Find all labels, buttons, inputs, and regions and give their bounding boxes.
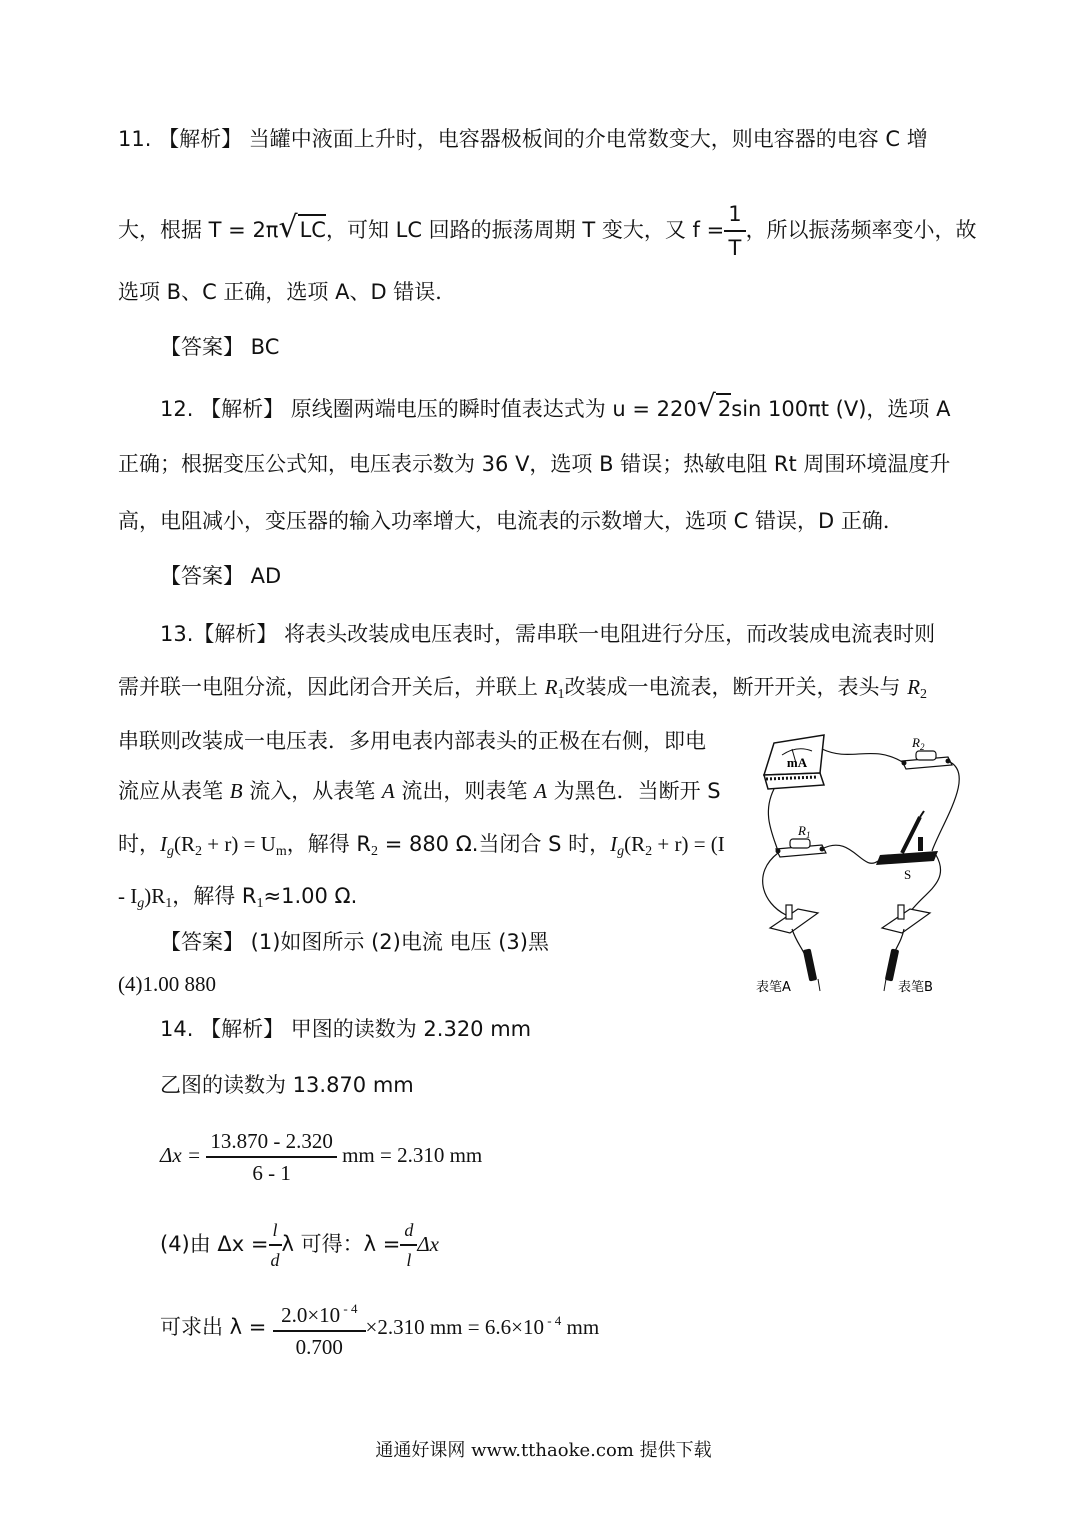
q13-line5-part3: + r) = U	[202, 832, 276, 856]
sqrt-sign: √	[696, 389, 716, 424]
probe-a-symbol: A	[534, 779, 547, 803]
resistor-r1-icon	[776, 839, 827, 857]
q14-formula3	[160, 1296, 599, 1360]
fraction-numerator: l	[269, 1218, 282, 1246]
q11-line2-part1: 大，根据 T = 2π	[118, 218, 279, 242]
circuit-figure	[752, 733, 977, 995]
subscript: g	[137, 896, 145, 911]
q13-line3: 串联则改装成一电压表．多用电表内部表头的正极在右侧，即电	[118, 729, 706, 753]
q11-line2	[118, 200, 977, 262]
milliammeter-icon	[764, 735, 824, 789]
q12-line1-part1: 12. 【解析】 原线圈两端电压的瞬时值表达式为 u = 220	[160, 397, 697, 421]
q11-sqrt-content: LC	[298, 214, 326, 244]
q11-line2-part2: ，可知 LC 回路的振荡周期 T 变大，又 f =	[325, 218, 725, 242]
r1-label: $R_1$	[798, 823, 811, 840]
q14-formula2	[160, 1218, 439, 1272]
fraction-denominator: T	[728, 236, 742, 260]
q11-line1: 11. 【解析】 当罐中液面上升时，电容器极板间的介电常数变大，则电容器的电容 C 增	[118, 127, 928, 151]
exponent: - 4	[543, 1313, 562, 1328]
q13-line2	[118, 673, 927, 709]
subscript: g	[167, 844, 174, 859]
r-symbol: R	[907, 675, 921, 699]
probe-b-label: 表笔B	[898, 980, 933, 995]
subscript: 1	[557, 687, 565, 702]
switch-label: S	[904, 867, 912, 882]
q13-line4-part3: 流出，则表笔	[394, 779, 535, 803]
fraction-denominator: d	[270, 1250, 280, 1270]
q13-line6-part3: ，解得 R	[172, 884, 257, 908]
q12-line1-part2: sin 100πt (V)，选项 A	[731, 397, 951, 421]
q13-line4-part1: 流应从表笔	[118, 779, 230, 803]
i-symbol: I	[610, 832, 618, 856]
switch-icon	[876, 811, 938, 865]
resistor-r2-icon	[902, 751, 953, 769]
subscript: m	[275, 844, 287, 859]
probe-a-icon	[803, 949, 817, 982]
q13-line4	[118, 777, 721, 805]
subscript: 2	[645, 844, 653, 859]
q13-line5-part1: 时，	[118, 832, 160, 856]
subscript: 2	[371, 844, 379, 859]
subscript: 1	[165, 896, 173, 911]
q14-line5-part1: 可求出 λ =	[160, 1315, 267, 1339]
q13-line5-part5: = 880 Ω.当闭合 S 时，	[378, 832, 611, 856]
q12-line1	[160, 389, 951, 424]
q14-line1: 14. 【解析】 甲图的读数为 2.320 mm	[160, 1017, 532, 1041]
r-symbol: R	[544, 675, 558, 699]
q11-answer: 【答案】 BC	[160, 335, 280, 359]
fraction-numerator	[273, 1296, 365, 1332]
q11-line2-part3: ，所以振荡频率变小，故	[745, 218, 977, 242]
fraction-numerator: 13.870 - 2.320	[206, 1128, 337, 1158]
q14-line5-part2: ×2.310 mm = 6.6×10	[365, 1315, 544, 1339]
subscript: 1	[256, 896, 264, 911]
probe-a-symbol: A	[381, 779, 395, 803]
q14-fraction3	[400, 1218, 417, 1272]
q11-line3: 选项 B、C 正确，选项 A、D 错误．	[118, 280, 457, 304]
q14-fraction2	[269, 1218, 282, 1272]
fraction-denominator: 6 - 1	[252, 1161, 291, 1185]
q13-line6-part2: )R	[144, 884, 166, 908]
probe-a-label: 表笔A	[756, 980, 791, 995]
q13-answer-line2: (4)1.00 880	[118, 972, 216, 996]
r2-label: $R_2$	[912, 735, 925, 752]
meter-label: mA	[786, 755, 808, 770]
q14-formula1	[160, 1128, 482, 1186]
q12-line3: 高，电阻减小，变压器的输入功率增大，电流表的示数增大，选项 C 错误，D 正确．	[118, 509, 904, 533]
q14-line5-part3: mm	[561, 1315, 600, 1339]
numerator-value: 2.0×10	[281, 1303, 341, 1327]
q13-line6-part1: - I	[118, 884, 138, 908]
q12-line2: 正确；根据变压公式知，电压表示数为 36 V，选项 B 错误；热敏电阻 Rt 周围环境温度升	[118, 452, 951, 476]
subscript: 2	[195, 844, 202, 859]
q13-line4-part4: 为黑色．当断开 S	[546, 779, 721, 803]
q14-line4-part1: (4)由 Δx =	[160, 1232, 269, 1256]
fraction-denominator: 0.700	[295, 1335, 343, 1359]
exponent: - 4	[340, 1301, 358, 1316]
q13-line2-part2: 改装成一电流表，断开开关，表头与	[564, 675, 908, 699]
q14-result1: mm = 2.310 mm	[342, 1142, 483, 1167]
q11-fraction	[724, 200, 745, 262]
q13-line5-part6: (R	[624, 832, 646, 856]
q14-dx: Δx =	[160, 1142, 202, 1167]
q14-fraction4	[273, 1296, 365, 1360]
q13-line1: 13.【解析】 将表头改装成电压表时，需串联一电阻进行分压，而改装成电流表时则	[160, 622, 936, 646]
q13-answer-line1: 【答案】 (1)如图所示 (2)电流 电压 (3)黑	[160, 930, 549, 954]
q14-fraction1	[206, 1128, 337, 1186]
sqrt-sign: √	[278, 210, 298, 245]
fraction-numerator: d	[400, 1218, 417, 1246]
q13-line6-part4: ≈1.00 Ω.	[263, 884, 358, 908]
terminal-b-icon	[882, 905, 930, 933]
q13-line5-part2: (R	[174, 832, 195, 856]
q14-line4-part3: Δx	[417, 1232, 439, 1256]
q14-line2: 乙图的读数为 13.870 mm	[160, 1073, 414, 1097]
subscript: 2	[920, 687, 928, 702]
q14-line4-part2: λ 可得：λ =	[281, 1232, 401, 1256]
subscript: g	[617, 844, 625, 859]
probe-b-icon	[885, 949, 899, 982]
q13-line2-part1: 需并联一电阻分流，因此闭合开关后，并联上	[118, 675, 545, 699]
q13-line5-part7: + r) = (I	[652, 832, 725, 856]
q12-answer: 【答案】 AD	[160, 564, 282, 588]
fraction-numerator: 1	[724, 200, 745, 232]
q13-line6	[118, 882, 357, 918]
q13-line4-part2: 流入，从表笔	[242, 779, 382, 803]
page-footer: 通通好课网 www.tthaoke.com 提供下载	[375, 1440, 712, 1461]
q12-sqrt-content: 2	[716, 393, 731, 423]
fraction-denominator: l	[406, 1250, 412, 1270]
i-symbol: I	[160, 832, 167, 856]
probe-b-symbol: B	[229, 779, 243, 803]
q13-line5	[118, 830, 725, 866]
q13-line5-part4: ，解得 R	[286, 832, 372, 856]
